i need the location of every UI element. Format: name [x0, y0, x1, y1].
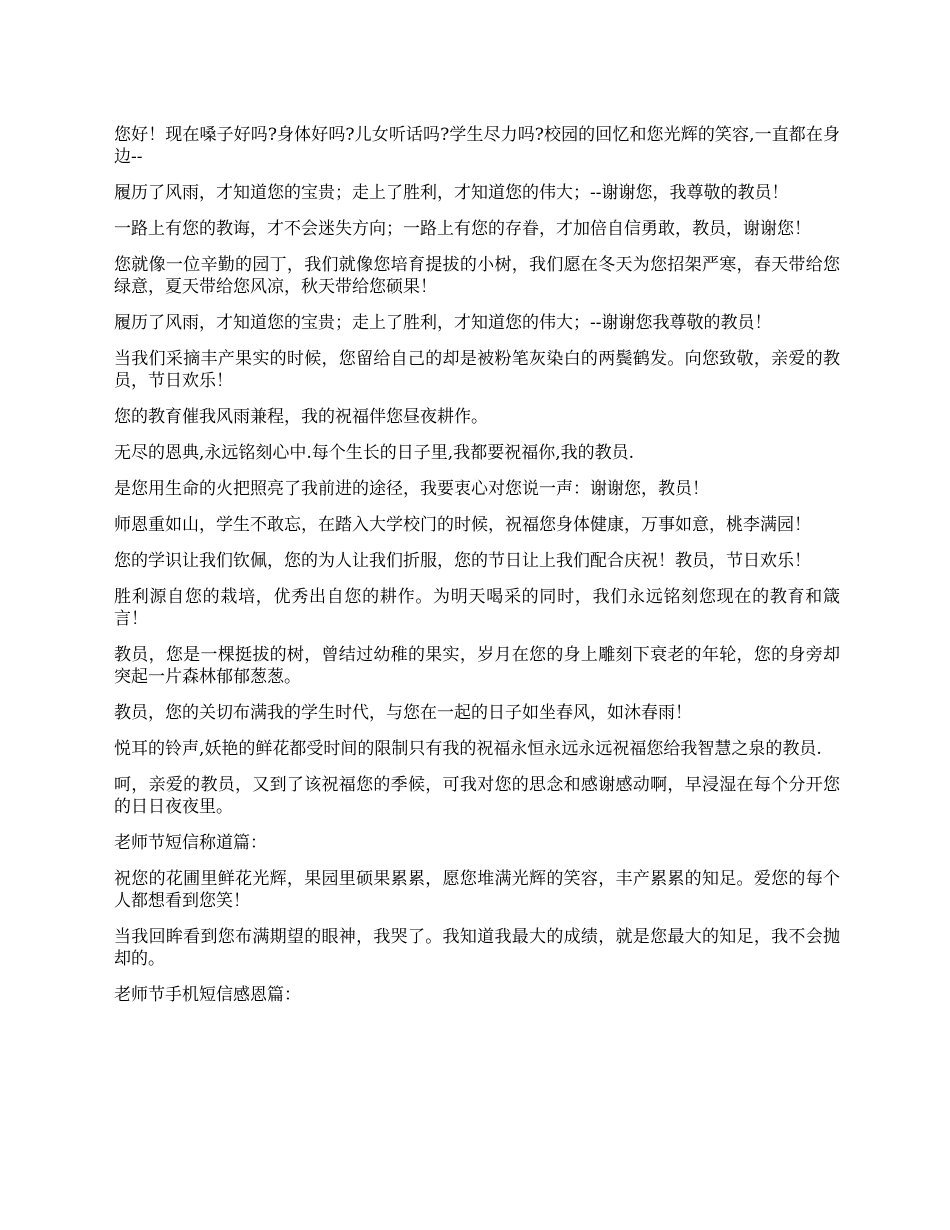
- paragraph: 教员，您是一棵挺拔的树，曾结过幼稚的果实，岁月在您的身上雕刻下衰老的年轮，您的身旁却突起一片森林郁郁葱葱。: [114, 645, 840, 687]
- paragraph: 履历了风雨，才知道您的宝贵；走上了胜利，才知道您的伟大；--谢谢您，我尊敬的教员！: [114, 183, 789, 203]
- paragraph: 师恩重如山，学生不敢忘，在踏入大学校门的时候，祝福您身体健康，万事如意，桃李满园！: [114, 515, 811, 535]
- paragraph: 当我回眸看到您布满期望的眼神，我哭了。我知道我最大的成绩，就是您最大的知足，我不会抛却的。: [114, 927, 840, 969]
- paragraph: 履历了风雨，才知道您的宝贵；走上了胜利，才知道您的伟大；--谢谢您我尊敬的教员！: [114, 313, 772, 333]
- paragraph: 教员，您的关切布满我的学生时代，与您在一起的日子如坐春风，如沐春雨！: [114, 703, 692, 723]
- paragraph: 是您用生命的火把照亮了我前进的途径，我要衷心对您说一声：谢谢您，教员！: [114, 479, 709, 499]
- paragraph: 悦耳的铃声,妖艳的鲜花都受时间的限制只有我的祝福永恒永远永远祝福您给我智慧之泉的教员.: [114, 739, 822, 759]
- paragraph: 您就像一位辛勤的园丁，我们就像您培育提拔的小树，我们愿在冬天为您招架严寒，春天带给您绿意，夏天带给您风凉，秋天带给您硕果！: [114, 255, 840, 297]
- paragraph: 您好！现在嗓子好吗?身体好吗?儿女听话吗?学生尽力吗?校园的回忆和您光辉的笑容,一直都在身边--: [114, 125, 840, 167]
- paragraph: 呵，亲爱的教员，又到了该祝福您的季候，可我对您的思念和感谢感动啊，早浸湿在每个分开您的日日夜夜里。: [114, 775, 840, 817]
- document-body: [114, 124, 840, 1020]
- paragraph: 您的教育催我风雨兼程，我的祝福伴您昼夜耕作。: [114, 407, 488, 427]
- paragraph: 胜利源自您的栽培，优秀出自您的耕作。为明天喝采的同时，我们永远铭刻您现在的教育和箴言！: [114, 587, 840, 629]
- section-heading: 老师节手机短信感恩篇：: [114, 985, 301, 1005]
- paragraph: 您的学识让我们钦佩，您的为人让我们折服，您的节日让上我们配合庆祝！教员，节日欢乐！: [114, 551, 811, 571]
- paragraph: 当我们采摘丰产果实的时候，您留给自己的却是被粉笔灰染白的两鬓鹤发。向您致敬，亲爱的教员，节日欢乐！: [114, 349, 840, 391]
- paragraph: 祝您的花圃里鲜花光辉，果园里硕果累累，愿您堆满光辉的笑容，丰产累累的知足。爱您的每个人都想看到您笑！: [114, 869, 840, 911]
- paragraph: 无尽的恩典,永远铭刻心中.每个生长的日子里,我都要祝福你,我的教员.: [114, 443, 635, 463]
- paragraph: 一路上有您的教诲，才不会迷失方向；一路上有您的存眷，才加倍自信勇敢，教员，谢谢您！: [114, 219, 811, 239]
- section-heading: 老师节短信称道篇：: [114, 833, 267, 853]
